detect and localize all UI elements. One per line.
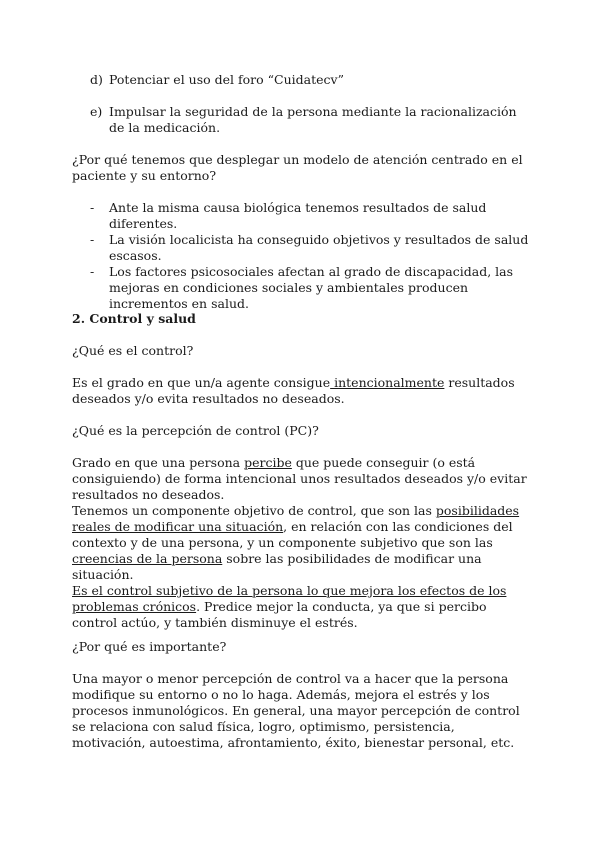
text-run: . Predice mejor la conducta, ya que si percibo control actúo, y también disminuye el estrés. [72, 599, 487, 630]
text-run: sobre las posibilidades de modificar una situación. [72, 551, 482, 582]
paragraph-subjective-control [72, 583, 532, 631]
text-run: , en relación con las condiciones del contexto y de una persona, y un componente subjetivo que son las [72, 519, 513, 550]
underlined-term: creencias de la persona [72, 551, 223, 566]
dash-item-2 [90, 232, 530, 264]
question-importance: ¿Por qué es importante? [72, 639, 227, 654]
text-run: Es el grado en que un/a agente consigue [72, 375, 331, 390]
list-item-text: Potenciar el uso del foro “Cuidatecv” [109, 72, 344, 87]
dash-item-text: Ante la misma causa biológica tenemos resultados de salud diferentes. [109, 200, 487, 231]
paragraph-pc-definition [72, 455, 532, 503]
list-item-text: Impulsar la seguridad de la persona mediante la racionalización de la medicación. [109, 104, 517, 135]
question-control: ¿Qué es el control? [72, 343, 194, 358]
underlined-term: percibe [244, 455, 292, 470]
paragraph-control-definition [72, 375, 532, 407]
underlined-term: Es el control subjetivo de la persona lo que mejora los efectos de los problemas crónicos [72, 583, 507, 614]
section-heading: 2. Control y salud [72, 311, 196, 326]
dash-item-text: Los factores psicosociales afectan al grado de discapacidad, las mejoras en condiciones sociales y ambientales producen incrementos en salud. [109, 264, 514, 311]
dash-marker: - [90, 232, 95, 247]
list-marker: e) [90, 104, 103, 119]
text-run: resultados deseados y/o evita resultados no deseados. [72, 375, 515, 406]
text-run: Tenemos un componente objetivo de control, que son las [72, 503, 436, 518]
dash-item-1 [90, 200, 530, 232]
underlined-term: intencionalmente [330, 375, 445, 390]
underlined-term: posibilidades reales de modificar una situación [72, 503, 520, 534]
dash-item-text: La visión localicista ha conseguido objetivos y resultados de salud escasos. [109, 232, 529, 263]
text-run: Grado en que una persona [72, 455, 245, 470]
text-run: que puede conseguir (o está consiguiendo) de forma intencional unos resultados deseados y/o evitar resultados no deseados. [72, 455, 527, 502]
paragraph-components [72, 503, 532, 583]
dash-marker: - [90, 264, 95, 279]
question-perceived-control: ¿Qué es la percepción de control (PC)? [72, 423, 319, 438]
dash-item-3 [90, 264, 530, 312]
paragraph-importance: Una mayor o menor percepción de control va a hacer que la persona modifique su entorno o no lo haga. Además, mejora el estrés y los procesos inmunológicos. En general, una mayor percepción de control se relaciona con salud física, logro, optimismo, persistencia, motivación, autoestima, afrontamiento, éxito, bienestar personal, etc. [72, 671, 520, 750]
list-item-d [90, 72, 530, 88]
question-model: ¿Por qué tenemos que desplegar un modelo de atención centrado en el paciente y su entorno? [72, 152, 523, 183]
list-item-e [90, 104, 530, 136]
list-marker: d) [90, 72, 103, 87]
dash-marker: - [90, 200, 95, 215]
